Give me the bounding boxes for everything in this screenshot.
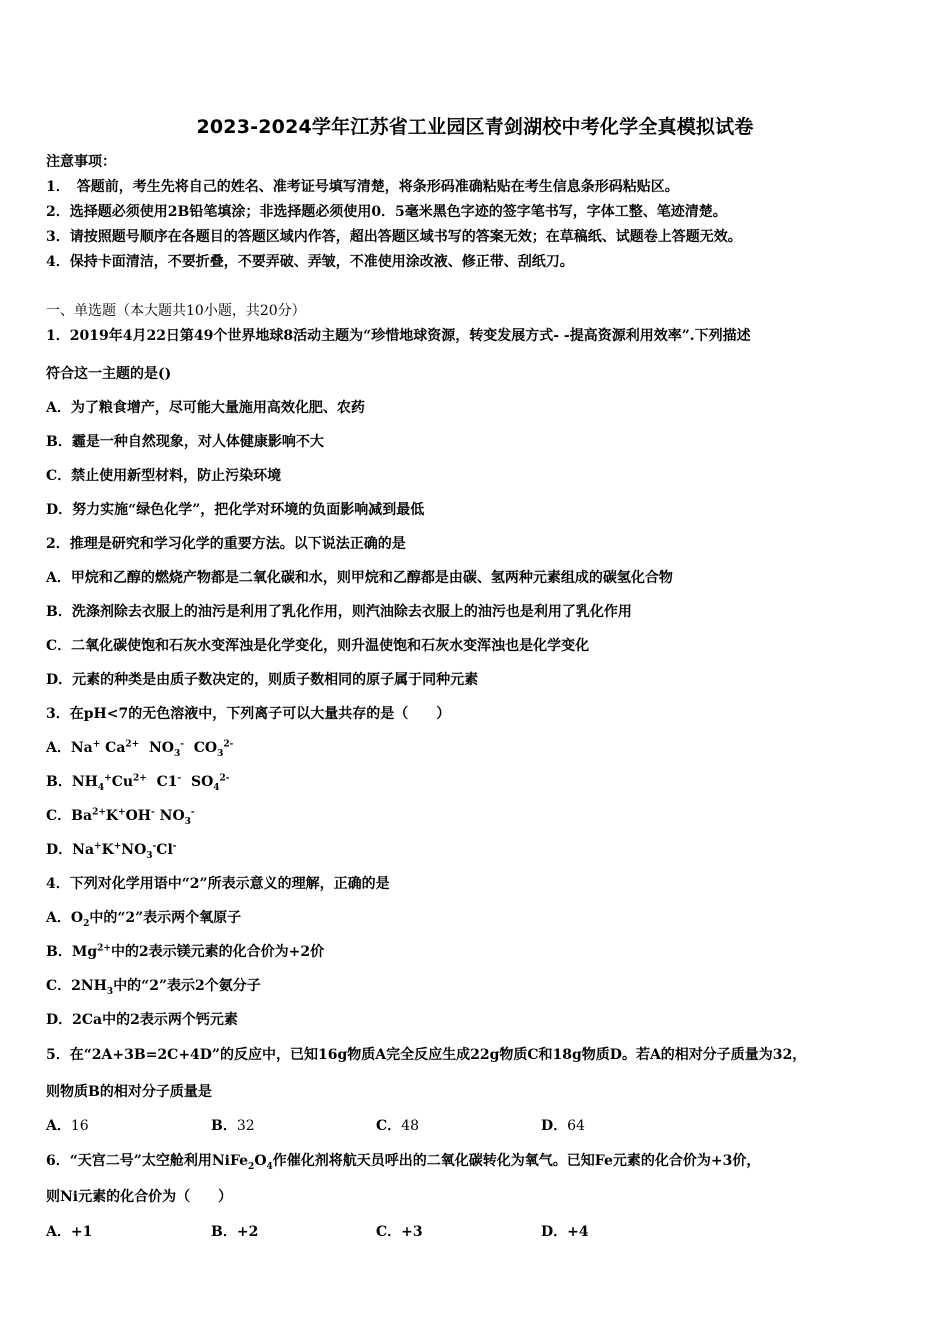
q1-option-c: C．禁止使用新型材料，防止污染环境 — [46, 468, 282, 484]
q2-option-c: C．二氧化碳使饱和石灰水变浑浊是化学变化，则升温使饱和石灰水变浑浊也是化学变化 — [46, 638, 590, 654]
notice-heading: 注意事项： — [46, 154, 116, 170]
q6-option-c: C．+3 — [376, 1224, 423, 1240]
q2-stem: 2．推理是研究和学习化学的重要方法。以下说法正确的是 — [46, 536, 406, 552]
q1-option-b: B．霾是一种自然现象，对人体健康影响不大 — [46, 434, 324, 450]
q1-option-a: A．为了粮食增产，尽可能大量施用高效化肥、农药 — [46, 400, 365, 416]
q3-d-label: D． — [46, 842, 73, 858]
q1-stem-line2: 符合这一主题的是() — [46, 366, 172, 382]
q5-option-c: C．48 — [376, 1118, 419, 1134]
q3-stem: 3．在pH<7的无色溶液中，下列离子可以大量共存的是（ ） — [46, 706, 451, 722]
q4-option-b: B．$Mg^{2+}$中的2表示镁元素的化合价为+2价 — [46, 943, 325, 960]
q3-c-label: C． — [46, 808, 72, 824]
q4-option-c: C．$2NH_3$中的“2”表示2个氨分子 — [46, 978, 261, 997]
q3-option-d: D．$Na^+K^+NO_3^-Cl^-$ — [46, 841, 177, 861]
q2-option-d: D．元素的种类是由质子数决定的，则质子数相同的原子属于同种元素 — [46, 672, 479, 688]
q6-option-d: D．+4 — [541, 1224, 589, 1240]
q6-stem-line2: 则Ni元素的化合价为（ ） — [46, 1189, 233, 1205]
section-heading: 一、单选题（本大题共10小题，共20分） — [46, 303, 306, 319]
q5-stem-line1: 5．在“2A+3B=2C+4D”的反应中，已知16g物质A完全反应生成22g物质C和18g物质D。若A的相对分子质量为32， — [46, 1047, 807, 1063]
q3-option-c: C．$Ba^{2+}K^+OH^-$ $NO_3^-$ — [46, 807, 195, 827]
q1-option-d: D．努力实施“绿色化学”，把化学对环境的负面影响减到最低 — [46, 502, 425, 518]
q2-option-b: B．洗涤剂除去衣服上的油污是利用了乳化作用，则汽油除去衣服上的油污也是利用了乳化作用 — [46, 604, 632, 620]
q5-option-b: B．32 — [211, 1118, 255, 1134]
q3-option-a: A．Na+ $Ca^{2+}$ $NO_3^-$ $CO_3^{2-}$ — [46, 739, 234, 759]
q4-stem: 4．下列对化学用语中“2”所表示意义的理解，正确的是 — [46, 876, 390, 892]
q5-option-d: D．64 — [541, 1118, 585, 1134]
q4-option-d: D．2Ca中的2表示两个钙元素 — [46, 1012, 238, 1028]
q3-a-label: A． — [46, 740, 71, 756]
q6-option-b: B．+2 — [211, 1224, 259, 1240]
page-title: 2023-2024学年江苏省工业园区青剑湖校中考化学全真模拟试卷 — [196, 116, 754, 138]
q5-stem-line2: 则物质B的相对分子质量是 — [46, 1084, 212, 1100]
notice-item-4: 4．保持卡面清洁，不要折叠，不要弄破、弄皱，不准使用涂改液、修正带、刮纸刀。 — [46, 254, 574, 270]
q2-option-a: A．甲烷和乙醇的燃烧产物都是二氧化碳和水，则甲烷和乙醇都是由碳、氢两种元素组成的碳氢化合物 — [46, 570, 673, 586]
notice-item-1: 1． 答题前，考生先将自己的姓名、准考证号填写清楚，将条形码准确粘贴在考生信息条形码粘贴区。 — [46, 179, 679, 195]
q6-stem-line1: 6．“天宫二号”太空舱利用$NiFe_2O_4$作催化剂将航天员呼出的二氧化碳转化为氧气。已知Fe元素的化合价为+3价， — [46, 1153, 761, 1172]
notice-item-2: 2．选择题必须使用2B铅笔填涂；非选择题必须使用0．5毫米黑色字迹的签字笔书写，字体工整、笔迹清楚。 — [46, 204, 727, 220]
q4-option-a: A．$O_2$中的“2”表示两个氧原子 — [46, 910, 242, 929]
q1-stem-line1: 1．2019年4月22日第49个世界地球8活动主题为“珍惜地球资源，转变发展方式- -提高资源利用效率”.下列描述 — [46, 328, 751, 344]
q3-b-label: B． — [46, 774, 72, 790]
q5-option-a: A．16 — [46, 1118, 89, 1134]
q3-option-b: B．$NH_4^+Cu^{2+}$ C1- $SO_4^{2-}$ — [46, 773, 230, 793]
q6-option-a: A．+1 — [46, 1224, 93, 1240]
notice-item-3: 3．请按照题号顺序在各题目的答题区域内作答，超出答题区域书写的答案无效；在草稿纸、试题卷上答题无效。 — [46, 229, 742, 245]
